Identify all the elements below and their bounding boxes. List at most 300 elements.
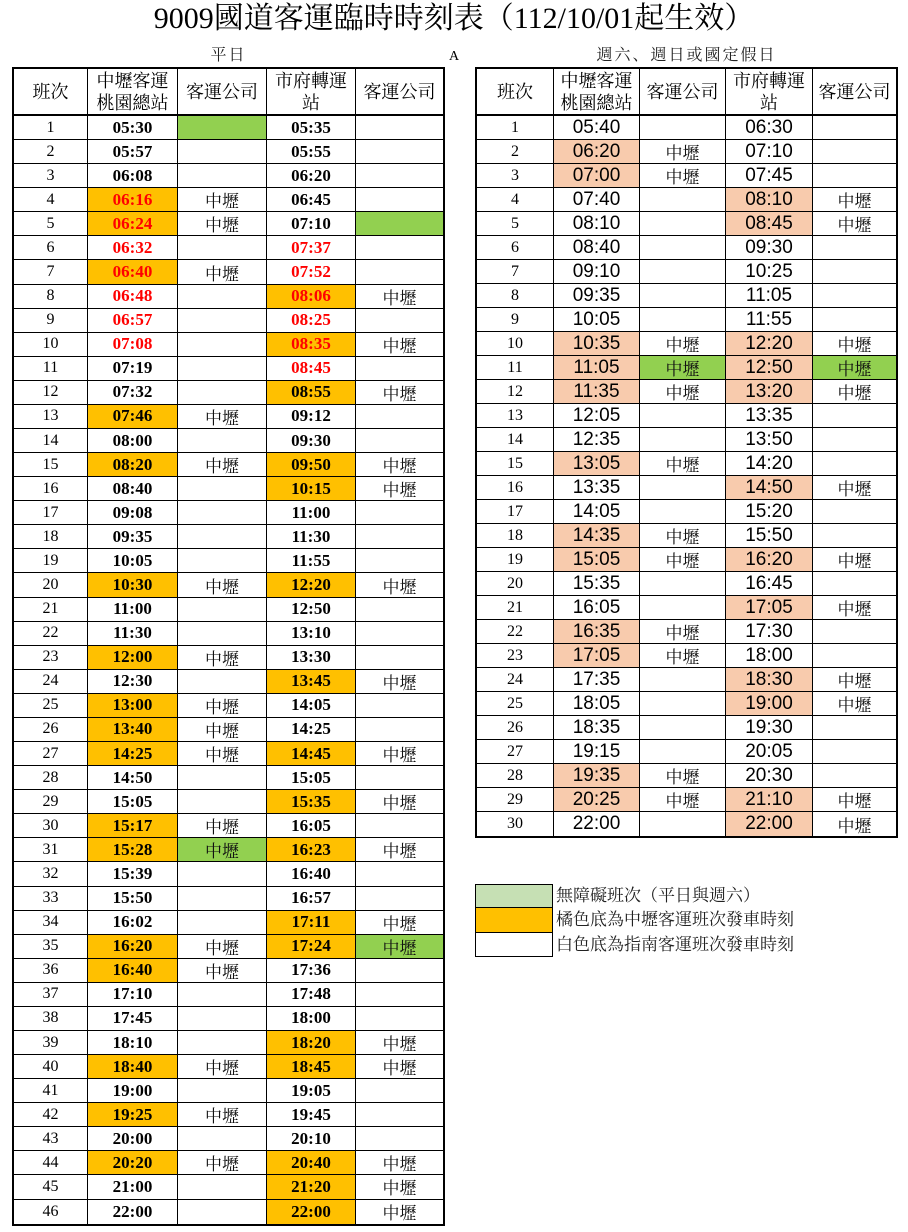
- city-hall-time-cell: 13:10: [267, 622, 356, 646]
- city-hall-time-cell: 07:10: [267, 212, 356, 236]
- trip-number-cell: 5: [477, 212, 554, 236]
- taoyuan-terminal-time-cell: 15:05: [554, 548, 640, 572]
- taoyuan-terminal-time-cell: 06:20: [554, 140, 640, 164]
- city-hall-time-cell: 14:20: [726, 452, 813, 476]
- taoyuan-terminal-time-cell: 14:50: [88, 766, 178, 790]
- trip-number-cell: 24: [477, 668, 554, 692]
- taoyuan-terminal-time-cell: 13:00: [88, 694, 178, 718]
- trip-number-cell: 16: [477, 476, 554, 500]
- trip-number-cell: 23: [477, 644, 554, 668]
- trip-number-cell: 29: [477, 788, 554, 812]
- city-hall-operator-cell: [356, 309, 443, 333]
- trip-number-cell: 19: [477, 548, 554, 572]
- trip-number-cell: 6: [477, 236, 554, 260]
- trip-number-cell: 3: [477, 164, 554, 188]
- taoyuan-terminal-time-cell: 20:20: [88, 1151, 178, 1175]
- taoyuan-operator-cell: [178, 140, 267, 164]
- taoyuan-operator-cell: 中壢: [640, 620, 726, 644]
- trip-number-cell: 23: [14, 646, 88, 670]
- trip-number-cell: 13: [477, 404, 554, 428]
- city-hall-operator-cell: 中壢: [356, 1175, 443, 1199]
- city-hall-operator-cell: [356, 357, 443, 381]
- taoyuan-operator-cell: 中壢: [178, 718, 267, 742]
- city-hall-operator-cell: [813, 572, 896, 596]
- city-hall-operator-cell: [356, 525, 443, 549]
- trip-number-cell: 35: [14, 935, 88, 959]
- taoyuan-terminal-time-cell: 22:00: [554, 812, 640, 836]
- city-hall-time-cell: 21:10: [726, 788, 813, 812]
- taoyuan-terminal-time-cell: 08:00: [88, 429, 178, 453]
- taoyuan-terminal-time-cell: 07:00: [554, 164, 640, 188]
- taoyuan-terminal-time-cell: 07:40: [554, 188, 640, 212]
- city-hall-time-cell: 14:45: [267, 742, 356, 766]
- city-hall-operator-cell: 中壢: [813, 476, 896, 500]
- city-hall-time-cell: 12:20: [267, 573, 356, 597]
- trip-number-cell: 27: [477, 740, 554, 764]
- city-hall-time-cell: 08:25: [267, 309, 356, 333]
- taoyuan-terminal-time-cell: 18:10: [88, 1031, 178, 1055]
- color-legend: [475, 884, 853, 957]
- city-hall-time-cell: 17:36: [267, 959, 356, 983]
- legend-swatch-orange: [475, 908, 553, 932]
- taoyuan-terminal-time-cell: 19:25: [88, 1103, 178, 1127]
- taoyuan-operator-cell: [178, 1031, 267, 1055]
- city-hall-operator-cell: [356, 405, 443, 429]
- city-hall-time-cell: 18:45: [267, 1055, 356, 1079]
- city-hall-operator-cell: 中壢: [813, 188, 896, 212]
- taoyuan-operator-cell: [178, 1175, 267, 1199]
- city-hall-operator-cell: [356, 116, 443, 140]
- city-hall-operator-cell: [356, 260, 443, 284]
- city-hall-time-cell: 15:20: [726, 500, 813, 524]
- city-hall-operator-cell: [813, 236, 896, 260]
- taoyuan-operator-cell: [640, 476, 726, 500]
- city-hall-operator-cell: [356, 598, 443, 622]
- taoyuan-operator-cell: [178, 670, 267, 694]
- header-trip-number: 班次: [477, 69, 554, 116]
- taoyuan-terminal-time-cell: 17:10: [88, 983, 178, 1007]
- taoyuan-terminal-time-cell: 12:35: [554, 428, 640, 452]
- city-hall-operator-cell: [813, 500, 896, 524]
- taoyuan-operator-cell: [640, 188, 726, 212]
- taoyuan-operator-cell: [178, 622, 267, 646]
- taoyuan-operator-cell: [178, 1079, 267, 1103]
- taoyuan-terminal-time-cell: 16:20: [88, 935, 178, 959]
- city-hall-operator-cell: [813, 260, 896, 284]
- city-hall-operator-cell: 中壢: [356, 911, 443, 935]
- city-hall-time-cell: 15:05: [267, 766, 356, 790]
- city-hall-time-cell: 15:35: [267, 790, 356, 814]
- city-hall-operator-cell: 中壢: [813, 596, 896, 620]
- taoyuan-operator-cell: [178, 333, 267, 357]
- taoyuan-terminal-time-cell: 15:39: [88, 862, 178, 886]
- city-hall-time-cell: 08:45: [267, 357, 356, 381]
- city-hall-operator-cell: [813, 284, 896, 308]
- city-hall-time-cell: 09:12: [267, 405, 356, 429]
- city-hall-time-cell: 06:45: [267, 188, 356, 212]
- city-hall-time-cell: 12:20: [726, 332, 813, 356]
- taoyuan-operator-cell: [178, 1200, 267, 1224]
- taoyuan-operator-cell: 中壢: [178, 838, 267, 862]
- taoyuan-terminal-time-cell: 09:08: [88, 501, 178, 525]
- taoyuan-operator-cell: [640, 716, 726, 740]
- city-hall-operator-cell: 中壢: [356, 285, 443, 309]
- trip-number-cell: 8: [14, 285, 88, 309]
- taoyuan-terminal-time-cell: 21:00: [88, 1175, 178, 1199]
- trip-number-cell: 40: [14, 1055, 88, 1079]
- taoyuan-operator-cell: 中壢: [178, 814, 267, 838]
- taoyuan-operator-cell: [640, 740, 726, 764]
- taoyuan-terminal-time-cell: 13:05: [554, 452, 640, 476]
- taoyuan-operator-cell: [640, 692, 726, 716]
- trip-number-cell: 15: [477, 452, 554, 476]
- taoyuan-terminal-time-cell: 07:46: [88, 405, 178, 429]
- city-hall-time-cell: 20:40: [267, 1151, 356, 1175]
- city-hall-operator-cell: [356, 188, 443, 212]
- city-hall-time-cell: 07:52: [267, 260, 356, 284]
- weekday-section-label: 平日: [210, 47, 247, 64]
- city-hall-operator-cell: [813, 764, 896, 788]
- taoyuan-terminal-time-cell: 06:08: [88, 164, 178, 188]
- city-hall-time-cell: 13:45: [267, 670, 356, 694]
- trip-number-cell: 29: [14, 790, 88, 814]
- taoyuan-operator-cell: [640, 284, 726, 308]
- city-hall-operator-cell: [813, 644, 896, 668]
- trip-number-cell: 43: [14, 1127, 88, 1151]
- city-hall-time-cell: 20:30: [726, 764, 813, 788]
- city-hall-operator-cell: 中壢: [813, 692, 896, 716]
- city-hall-time-cell: 14:25: [267, 718, 356, 742]
- page-title: 9009國道客運臨時時刻表（112/10/01起生效）: [153, 2, 755, 35]
- taoyuan-operator-cell: [178, 309, 267, 333]
- city-hall-time-cell: 18:00: [267, 1007, 356, 1031]
- taoyuan-terminal-time-cell: 16:40: [88, 959, 178, 983]
- taoyuan-terminal-time-cell: 12:30: [88, 670, 178, 694]
- city-hall-operator-cell: 中壢: [356, 381, 443, 405]
- city-hall-operator-cell: [813, 308, 896, 332]
- taoyuan-operator-cell: [640, 116, 726, 140]
- city-hall-time-cell: 12:50: [267, 598, 356, 622]
- city-hall-operator-cell: [813, 452, 896, 476]
- taoyuan-terminal-time-cell: 15:50: [88, 887, 178, 911]
- taoyuan-terminal-time-cell: 07:08: [88, 333, 178, 357]
- taoyuan-terminal-time-cell: 22:00: [88, 1200, 178, 1224]
- city-hall-time-cell: 08:55: [267, 381, 356, 405]
- city-hall-operator-cell: [356, 1103, 443, 1127]
- city-hall-time-cell: 10:25: [726, 260, 813, 284]
- city-hall-time-cell: 17:24: [267, 935, 356, 959]
- taoyuan-terminal-time-cell: 18:05: [554, 692, 640, 716]
- trip-number-cell: 7: [14, 260, 88, 284]
- trip-number-cell: 38: [14, 1007, 88, 1031]
- trip-number-cell: 11: [477, 356, 554, 380]
- trip-number-cell: 36: [14, 959, 88, 983]
- taoyuan-terminal-time-cell: 18:40: [88, 1055, 178, 1079]
- taoyuan-operator-cell: [640, 212, 726, 236]
- trip-number-cell: 45: [14, 1175, 88, 1199]
- taoyuan-operator-cell: 中壢: [178, 646, 267, 670]
- trip-number-cell: 18: [477, 524, 554, 548]
- city-hall-operator-cell: 中壢: [813, 356, 896, 380]
- city-hall-operator-cell: [356, 429, 443, 453]
- taoyuan-terminal-time-cell: 14:25: [88, 742, 178, 766]
- trip-number-cell: 26: [477, 716, 554, 740]
- header-operator: 客運公司: [640, 69, 726, 116]
- taoyuan-operator-cell: [178, 1127, 267, 1151]
- taoyuan-operator-cell: 中壢: [178, 573, 267, 597]
- taoyuan-operator-cell: [640, 812, 726, 836]
- trip-number-cell: 14: [14, 429, 88, 453]
- taoyuan-operator-cell: [178, 983, 267, 1007]
- trip-number-cell: 39: [14, 1031, 88, 1055]
- taoyuan-operator-cell: [640, 572, 726, 596]
- city-hall-operator-cell: 中壢: [356, 1031, 443, 1055]
- city-hall-operator-cell: [356, 959, 443, 983]
- city-hall-time-cell: 11:55: [267, 549, 356, 573]
- taoyuan-operator-cell: [178, 862, 267, 886]
- city-hall-time-cell: 16:57: [267, 887, 356, 911]
- city-hall-time-cell: 05:35: [267, 116, 356, 140]
- taoyuan-operator-cell: [178, 525, 267, 549]
- legend-label: 無障礙班次（平日與週六）: [556, 886, 760, 905]
- city-hall-operator-cell: [356, 887, 443, 911]
- taoyuan-operator-cell: 中壢: [640, 524, 726, 548]
- legend-label: 白色底為指南客運班次發車時刻: [556, 934, 794, 954]
- trip-number-cell: 44: [14, 1151, 88, 1175]
- trip-number-cell: 24: [14, 670, 88, 694]
- taoyuan-terminal-time-cell: 10:05: [88, 549, 178, 573]
- city-hall-operator-cell: 中壢: [356, 838, 443, 862]
- city-hall-operator-cell: [813, 740, 896, 764]
- city-hall-time-cell: 11:30: [267, 525, 356, 549]
- taoyuan-terminal-time-cell: 06:48: [88, 285, 178, 309]
- taoyuan-terminal-time-cell: 19:00: [88, 1079, 178, 1103]
- taoyuan-terminal-time-cell: 06:32: [88, 236, 178, 260]
- city-hall-time-cell: 05:55: [267, 140, 356, 164]
- city-hall-time-cell: 16:20: [726, 548, 813, 572]
- city-hall-time-cell: 14:50: [726, 476, 813, 500]
- taoyuan-operator-cell: 中壢: [640, 644, 726, 668]
- city-hall-operator-cell: [356, 694, 443, 718]
- taoyuan-terminal-time-cell: 14:05: [554, 500, 640, 524]
- city-hall-time-cell: 15:50: [726, 524, 813, 548]
- city-hall-time-cell: 18:30: [726, 668, 813, 692]
- taoyuan-terminal-time-cell: 16:05: [554, 596, 640, 620]
- taoyuan-operator-cell: 中壢: [178, 935, 267, 959]
- city-hall-time-cell: 06:30: [726, 116, 813, 140]
- city-hall-time-cell: 18:20: [267, 1031, 356, 1055]
- trip-number-cell: 17: [477, 500, 554, 524]
- taoyuan-terminal-time-cell: 17:05: [554, 644, 640, 668]
- trip-number-cell: 12: [477, 380, 554, 404]
- trip-number-cell: 32: [14, 862, 88, 886]
- taoyuan-terminal-time-cell: 07:32: [88, 381, 178, 405]
- city-hall-time-cell: 09:50: [267, 453, 356, 477]
- city-hall-operator-cell: [813, 716, 896, 740]
- taoyuan-terminal-time-cell: 20:25: [554, 788, 640, 812]
- taoyuan-operator-cell: 中壢: [178, 453, 267, 477]
- trip-number-cell: 18: [14, 525, 88, 549]
- trip-number-cell: 16: [14, 477, 88, 501]
- taoyuan-terminal-time-cell: 20:00: [88, 1127, 178, 1151]
- trip-number-cell: 46: [14, 1200, 88, 1224]
- taoyuan-terminal-time-cell: 09:10: [554, 260, 640, 284]
- header-taoyuan-terminal: 中壢客運 桃園總站: [88, 69, 178, 116]
- trip-number-cell: 9: [14, 309, 88, 333]
- taoyuan-terminal-time-cell: 15:05: [88, 790, 178, 814]
- city-hall-operator-cell: 中壢: [356, 477, 443, 501]
- city-hall-time-cell: 14:05: [267, 694, 356, 718]
- taoyuan-operator-cell: 中壢: [640, 788, 726, 812]
- taoyuan-terminal-time-cell: 06:24: [88, 212, 178, 236]
- taoyuan-terminal-time-cell: 18:35: [554, 716, 640, 740]
- taoyuan-terminal-time-cell: 10:05: [554, 308, 640, 332]
- taoyuan-terminal-time-cell: 08:10: [554, 212, 640, 236]
- city-hall-operator-cell: 中壢: [356, 790, 443, 814]
- trip-number-cell: 4: [14, 188, 88, 212]
- trip-number-cell: 25: [14, 694, 88, 718]
- trip-number-cell: 26: [14, 718, 88, 742]
- taoyuan-operator-cell: [178, 357, 267, 381]
- taoyuan-operator-cell: [178, 429, 267, 453]
- taoyuan-terminal-time-cell: 15:28: [88, 838, 178, 862]
- city-hall-operator-cell: [813, 116, 896, 140]
- city-hall-time-cell: 10:15: [267, 477, 356, 501]
- city-hall-operator-cell: [356, 140, 443, 164]
- taoyuan-terminal-time-cell: 05:30: [88, 116, 178, 140]
- taoyuan-terminal-time-cell: 17:45: [88, 1007, 178, 1031]
- taoyuan-terminal-time-cell: 11:05: [554, 356, 640, 380]
- taoyuan-terminal-time-cell: 06:57: [88, 309, 178, 333]
- city-hall-operator-cell: [813, 140, 896, 164]
- taoyuan-operator-cell: 中壢: [640, 380, 726, 404]
- header-operator: 客運公司: [813, 69, 896, 116]
- taoyuan-operator-cell: 中壢: [640, 356, 726, 380]
- city-hall-operator-cell: [356, 501, 443, 525]
- trip-number-cell: 13: [14, 405, 88, 429]
- city-hall-time-cell: 17:11: [267, 911, 356, 935]
- city-hall-time-cell: 16:05: [267, 814, 356, 838]
- taoyuan-operator-cell: 中壢: [640, 164, 726, 188]
- city-hall-operator-cell: [813, 404, 896, 428]
- taoyuan-terminal-time-cell: 17:35: [554, 668, 640, 692]
- city-hall-operator-cell: [356, 814, 443, 838]
- city-hall-operator-cell: 中壢: [356, 453, 443, 477]
- city-hall-operator-cell: [356, 1127, 443, 1151]
- taoyuan-terminal-time-cell: 08:40: [554, 236, 640, 260]
- trip-number-cell: 21: [477, 596, 554, 620]
- taoyuan-operator-cell: 中壢: [178, 188, 267, 212]
- city-hall-operator-cell: [356, 862, 443, 886]
- taoyuan-operator-cell: 中壢: [178, 694, 267, 718]
- city-hall-time-cell: 19:30: [726, 716, 813, 740]
- page-marker: A: [449, 49, 460, 64]
- taoyuan-operator-cell: [640, 428, 726, 452]
- city-hall-operator-cell: [356, 766, 443, 790]
- taoyuan-terminal-time-cell: 15:17: [88, 814, 178, 838]
- trip-number-cell: 1: [477, 116, 554, 140]
- city-hall-operator-cell: [356, 718, 443, 742]
- trip-number-cell: 6: [14, 236, 88, 260]
- city-hall-operator-cell: [813, 524, 896, 548]
- city-hall-operator-cell: [813, 620, 896, 644]
- trip-number-cell: 41: [14, 1079, 88, 1103]
- taoyuan-operator-cell: 中壢: [178, 260, 267, 284]
- city-hall-operator-cell: 中壢: [382, 1204, 417, 1224]
- taoyuan-operator-cell: [178, 598, 267, 622]
- taoyuan-operator-cell: [178, 790, 267, 814]
- taoyuan-terminal-time-cell: 13:35: [554, 476, 640, 500]
- taoyuan-operator-cell: 中壢: [640, 140, 726, 164]
- taoyuan-terminal-time-cell: 11:00: [88, 598, 178, 622]
- city-hall-time-cell: 16:40: [267, 862, 356, 886]
- city-hall-time-cell: 16:45: [726, 572, 813, 596]
- trip-number-cell: 3: [14, 164, 88, 188]
- taoyuan-operator-cell: [178, 477, 267, 501]
- taoyuan-operator-cell: [640, 236, 726, 260]
- city-hall-operator-cell: [356, 236, 443, 260]
- city-hall-operator-cell: [356, 164, 443, 188]
- city-hall-operator-cell: 中壢: [356, 670, 443, 694]
- taoyuan-operator-cell: 中壢: [640, 764, 726, 788]
- city-hall-operator-cell: 中壢: [813, 788, 896, 812]
- taoyuan-terminal-time-cell: 08:20: [88, 453, 178, 477]
- taoyuan-operator-cell: 中壢: [178, 405, 267, 429]
- taoyuan-operator-cell: 中壢: [640, 452, 726, 476]
- header-trip-number: 班次: [14, 69, 88, 116]
- trip-number-cell: 25: [477, 692, 554, 716]
- city-hall-operator-cell: 中壢: [813, 548, 896, 572]
- taoyuan-operator-cell: 中壢: [178, 1151, 267, 1175]
- city-hall-time-cell: 11:55: [726, 308, 813, 332]
- taoyuan-operator-cell: [178, 549, 267, 573]
- city-hall-operator-cell: 中壢: [356, 1151, 443, 1175]
- city-hall-time-cell: 13:35: [726, 404, 813, 428]
- taoyuan-terminal-time-cell: 07:19: [88, 357, 178, 381]
- city-hall-time-cell: 20:10: [267, 1127, 356, 1151]
- weekday-timetable: [12, 67, 445, 1226]
- trip-number-cell: 28: [477, 764, 554, 788]
- city-hall-operator-cell: 中壢: [837, 816, 872, 836]
- trip-number-cell: 2: [477, 140, 554, 164]
- city-hall-time-cell: 07:10: [726, 140, 813, 164]
- city-hall-time-cell: 17:48: [267, 983, 356, 1007]
- city-hall-operator-cell: [356, 212, 443, 236]
- city-hall-operator-cell: [356, 622, 443, 646]
- city-hall-time-cell: 18:00: [726, 644, 813, 668]
- trip-number-cell: 8: [477, 284, 554, 308]
- taoyuan-operator-cell: 中壢: [178, 1055, 267, 1079]
- trip-number-cell: 31: [14, 838, 88, 862]
- taoyuan-terminal-time-cell: 14:35: [554, 524, 640, 548]
- trip-number-cell: 15: [14, 453, 88, 477]
- taoyuan-operator-cell: [178, 887, 267, 911]
- city-hall-time-cell: 21:20: [267, 1175, 356, 1199]
- header-city-hall-station: 市府轉運 站: [267, 69, 356, 116]
- trip-number-cell: 1: [14, 116, 88, 140]
- trip-number-cell: 34: [14, 911, 88, 935]
- trip-number-cell: 4: [477, 188, 554, 212]
- holiday-section-label: 週六、週日或國定假日: [596, 47, 777, 64]
- city-hall-time-cell: 09:30: [267, 429, 356, 453]
- city-hall-time-cell: 19:45: [267, 1103, 356, 1127]
- trip-number-cell: 19: [14, 549, 88, 573]
- taoyuan-terminal-time-cell: 12:00: [88, 646, 178, 670]
- city-hall-time-cell: 22:00: [267, 1200, 356, 1224]
- taoyuan-operator-cell: 中壢: [640, 332, 726, 356]
- taoyuan-terminal-time-cell: 19:35: [554, 764, 640, 788]
- taoyuan-terminal-time-cell: 16:02: [88, 911, 178, 935]
